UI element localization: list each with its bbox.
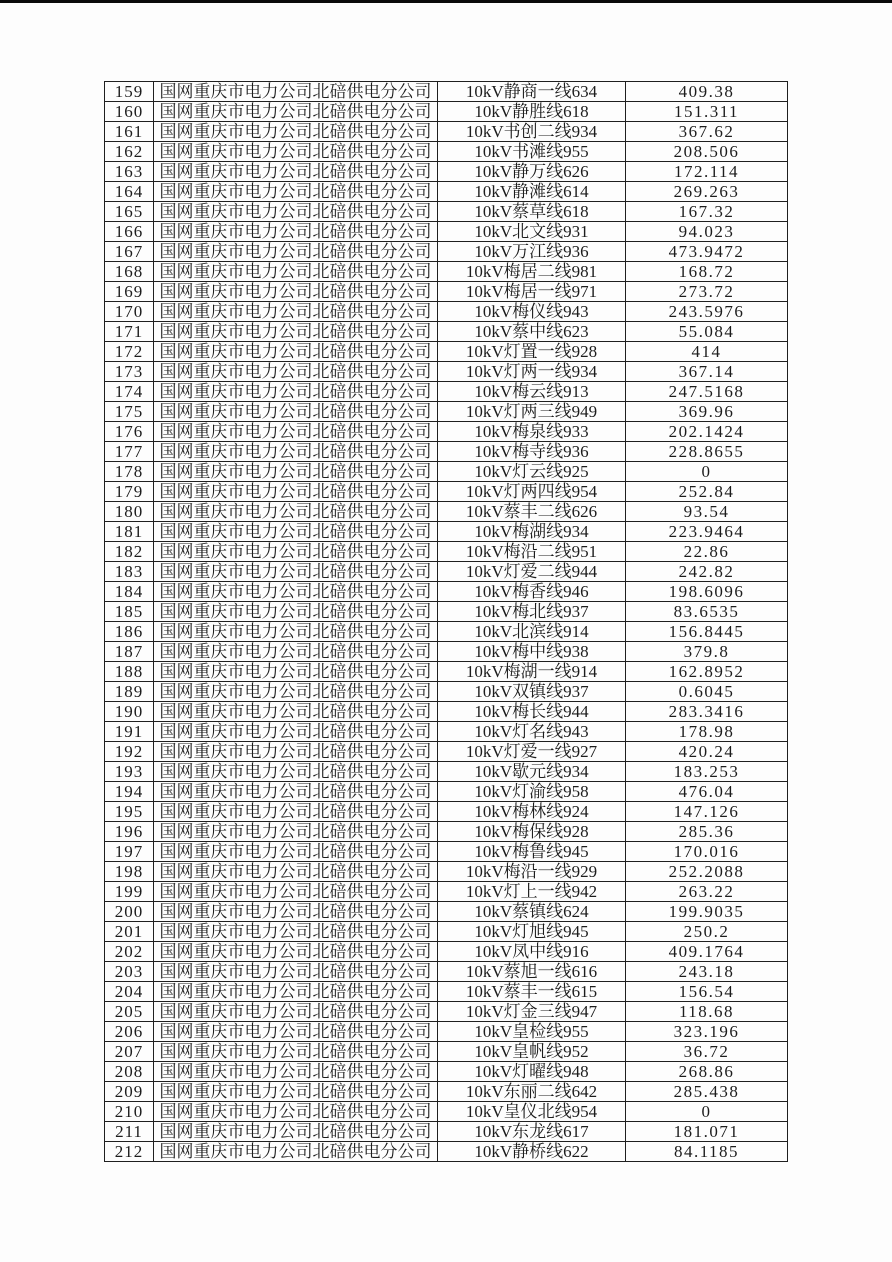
value-cell: 147.126 — [626, 802, 788, 822]
line-name-cell: 10kV梅北线937 — [438, 602, 626, 622]
line-name-cell: 10kV灯金三线947 — [438, 1002, 626, 1022]
line-name-cell: 10kV梅鲁线945 — [438, 842, 626, 862]
table-row — [105, 222, 788, 242]
company-cell: 国网重庆市电力公司北碚供电分公司 — [154, 402, 438, 422]
company-cell: 国网重庆市电力公司北碚供电分公司 — [154, 902, 438, 922]
value-cell: 162.8952 — [626, 662, 788, 682]
table-row — [105, 562, 788, 582]
table-row — [105, 962, 788, 982]
row-number-cell: 206 — [105, 1022, 154, 1042]
row-number-cell: 197 — [105, 842, 154, 862]
table-row — [105, 842, 788, 862]
row-number-cell: 190 — [105, 702, 154, 722]
line-name-cell: 10kV东丽二线642 — [438, 1082, 626, 1102]
line-name-cell: 10kV万江线936 — [438, 242, 626, 262]
table-row — [105, 362, 788, 382]
line-name-cell: 10kV梅居一线971 — [438, 282, 626, 302]
value-cell: 0.6045 — [626, 682, 788, 702]
value-cell: 151.311 — [626, 102, 788, 122]
row-number-cell: 160 — [105, 102, 154, 122]
company-cell: 国网重庆市电力公司北碚供电分公司 — [154, 622, 438, 642]
company-cell: 国网重庆市电力公司北碚供电分公司 — [154, 222, 438, 242]
line-name-cell: 10kV灯旭线945 — [438, 922, 626, 942]
row-number-cell: 172 — [105, 342, 154, 362]
table-row — [105, 1002, 788, 1022]
row-number-cell: 169 — [105, 282, 154, 302]
table-row — [105, 142, 788, 162]
company-cell: 国网重庆市电力公司北碚供电分公司 — [154, 602, 438, 622]
table-row — [105, 1102, 788, 1122]
line-name-cell: 10kV梅仪线943 — [438, 302, 626, 322]
row-number-cell: 192 — [105, 742, 154, 762]
value-cell: 208.506 — [626, 142, 788, 162]
line-name-cell: 10kV皇帆线952 — [438, 1042, 626, 1062]
value-cell: 420.24 — [626, 742, 788, 762]
line-name-cell: 10kV北滨线914 — [438, 622, 626, 642]
value-cell: 0 — [626, 1102, 788, 1122]
row-number-cell: 175 — [105, 402, 154, 422]
table-row — [105, 162, 788, 182]
table-row — [105, 542, 788, 562]
line-name-cell: 10kV蔡镇线624 — [438, 902, 626, 922]
company-cell: 国网重庆市电力公司北碚供电分公司 — [154, 922, 438, 942]
table-row — [105, 302, 788, 322]
line-name-cell: 10kV灯两三线949 — [438, 402, 626, 422]
row-number-cell: 204 — [105, 982, 154, 1002]
row-number-cell: 200 — [105, 902, 154, 922]
value-cell: 409.38 — [626, 82, 788, 102]
line-name-cell: 10kV静胜线618 — [438, 102, 626, 122]
line-name-cell: 10kV梅沿二线951 — [438, 542, 626, 562]
table-body — [105, 82, 788, 1162]
company-cell: 国网重庆市电力公司北碚供电分公司 — [154, 582, 438, 602]
row-number-cell: 170 — [105, 302, 154, 322]
company-cell: 国网重庆市电力公司北碚供电分公司 — [154, 342, 438, 362]
line-name-cell: 10kV灯爱二线944 — [438, 562, 626, 582]
line-name-cell: 10kV蔡草线618 — [438, 202, 626, 222]
line-name-cell: 10kV灯两四线954 — [438, 482, 626, 502]
line-name-cell: 10kV静滩线614 — [438, 182, 626, 202]
value-cell: 250.2 — [626, 922, 788, 942]
table-row — [105, 482, 788, 502]
table-row — [105, 502, 788, 522]
row-number-cell: 184 — [105, 582, 154, 602]
row-number-cell: 195 — [105, 802, 154, 822]
company-cell: 国网重庆市电力公司北碚供电分公司 — [154, 422, 438, 442]
table-row — [105, 1082, 788, 1102]
value-cell: 170.016 — [626, 842, 788, 862]
line-name-cell: 10kV蔡丰二线626 — [438, 502, 626, 522]
company-cell: 国网重庆市电力公司北碚供电分公司 — [154, 1062, 438, 1082]
value-cell: 367.62 — [626, 122, 788, 142]
table-row — [105, 1022, 788, 1042]
company-cell: 国网重庆市电力公司北碚供电分公司 — [154, 702, 438, 722]
row-number-cell: 174 — [105, 382, 154, 402]
row-number-cell: 196 — [105, 822, 154, 842]
table-row — [105, 722, 788, 742]
line-name-cell: 10kV蔡中线623 — [438, 322, 626, 342]
row-number-cell: 161 — [105, 122, 154, 142]
line-name-cell: 10kV梅中线938 — [438, 642, 626, 662]
line-name-cell: 10kV皇仪北线954 — [438, 1102, 626, 1122]
value-cell: 247.5168 — [626, 382, 788, 402]
value-cell: 283.3416 — [626, 702, 788, 722]
table-row — [105, 882, 788, 902]
line-name-cell: 10kV双镇线937 — [438, 682, 626, 702]
company-cell: 国网重庆市电力公司北碚供电分公司 — [154, 462, 438, 482]
value-cell: 252.2088 — [626, 862, 788, 882]
row-number-cell: 198 — [105, 862, 154, 882]
row-number-cell: 177 — [105, 442, 154, 462]
table-row — [105, 782, 788, 802]
company-cell: 国网重庆市电力公司北碚供电分公司 — [154, 862, 438, 882]
line-name-cell: 10kV静万线626 — [438, 162, 626, 182]
line-name-cell: 10kV灯爱一线927 — [438, 742, 626, 762]
company-cell: 国网重庆市电力公司北碚供电分公司 — [154, 122, 438, 142]
company-cell: 国网重庆市电力公司北碚供电分公司 — [154, 502, 438, 522]
line-name-cell: 10kV梅沿一线929 — [438, 862, 626, 882]
line-name-cell: 10kV梅保线928 — [438, 822, 626, 842]
company-cell: 国网重庆市电力公司北碚供电分公司 — [154, 782, 438, 802]
table-row — [105, 322, 788, 342]
table-row — [105, 1142, 788, 1162]
value-cell: 84.1185 — [626, 1142, 788, 1162]
row-number-cell: 187 — [105, 642, 154, 662]
value-cell: 268.86 — [626, 1062, 788, 1082]
row-number-cell: 208 — [105, 1062, 154, 1082]
table-row — [105, 462, 788, 482]
row-number-cell: 183 — [105, 562, 154, 582]
table-row — [105, 122, 788, 142]
table-row — [105, 582, 788, 602]
value-cell: 273.72 — [626, 282, 788, 302]
table-container — [104, 81, 787, 1162]
line-name-cell: 10kV梅泉线933 — [438, 422, 626, 442]
company-cell: 国网重庆市电力公司北碚供电分公司 — [154, 882, 438, 902]
line-name-cell: 10kV梅长线944 — [438, 702, 626, 722]
company-cell: 国网重庆市电力公司北碚供电分公司 — [154, 802, 438, 822]
value-cell: 369.96 — [626, 402, 788, 422]
value-cell: 0 — [626, 462, 788, 482]
table-row — [105, 802, 788, 822]
line-name-cell: 10kV书创二线934 — [438, 122, 626, 142]
table-row — [105, 182, 788, 202]
value-cell: 183.253 — [626, 762, 788, 782]
line-name-cell: 10kV灯名线943 — [438, 722, 626, 742]
row-number-cell: 207 — [105, 1042, 154, 1062]
table-row — [105, 382, 788, 402]
value-cell: 198.6096 — [626, 582, 788, 602]
row-number-cell: 163 — [105, 162, 154, 182]
row-number-cell: 209 — [105, 1082, 154, 1102]
value-cell: 243.18 — [626, 962, 788, 982]
value-cell: 323.196 — [626, 1022, 788, 1042]
line-name-cell: 10kV蔡旭一线616 — [438, 962, 626, 982]
company-cell: 国网重庆市电力公司北碚供电分公司 — [154, 642, 438, 662]
row-number-cell: 212 — [105, 1142, 154, 1162]
value-cell: 83.6535 — [626, 602, 788, 622]
value-cell: 228.8655 — [626, 442, 788, 462]
company-cell: 国网重庆市电力公司北碚供电分公司 — [154, 822, 438, 842]
company-cell: 国网重庆市电力公司北碚供电分公司 — [154, 1122, 438, 1142]
row-number-cell: 159 — [105, 82, 154, 102]
row-number-cell: 189 — [105, 682, 154, 702]
company-cell: 国网重庆市电力公司北碚供电分公司 — [154, 182, 438, 202]
table-row — [105, 682, 788, 702]
table-row — [105, 102, 788, 122]
value-cell: 379.8 — [626, 642, 788, 662]
line-name-cell: 10kV静桥线622 — [438, 1142, 626, 1162]
table-row — [105, 402, 788, 422]
value-cell: 168.72 — [626, 262, 788, 282]
company-cell: 国网重庆市电力公司北碚供电分公司 — [154, 302, 438, 322]
company-cell: 国网重庆市电力公司北碚供电分公司 — [154, 962, 438, 982]
company-cell: 国网重庆市电力公司北碚供电分公司 — [154, 722, 438, 742]
row-number-cell: 176 — [105, 422, 154, 442]
line-name-cell: 10kV灯曜线948 — [438, 1062, 626, 1082]
company-cell: 国网重庆市电力公司北碚供电分公司 — [154, 942, 438, 962]
row-number-cell: 178 — [105, 462, 154, 482]
table-row — [105, 202, 788, 222]
value-cell: 285.36 — [626, 822, 788, 842]
line-name-cell: 10kV灯上一线942 — [438, 882, 626, 902]
company-cell: 国网重庆市电力公司北碚供电分公司 — [154, 682, 438, 702]
value-cell: 223.9464 — [626, 522, 788, 542]
table-row — [105, 602, 788, 622]
value-cell: 414 — [626, 342, 788, 362]
company-cell: 国网重庆市电力公司北碚供电分公司 — [154, 322, 438, 342]
company-cell: 国网重庆市电力公司北碚供电分公司 — [154, 202, 438, 222]
value-cell: 94.023 — [626, 222, 788, 242]
value-cell: 243.5976 — [626, 302, 788, 322]
table-row — [105, 262, 788, 282]
table-row — [105, 742, 788, 762]
company-cell: 国网重庆市电力公司北碚供电分公司 — [154, 542, 438, 562]
line-name-cell: 10kV东龙线617 — [438, 1122, 626, 1142]
company-cell: 国网重庆市电力公司北碚供电分公司 — [154, 482, 438, 502]
power-line-table — [104, 81, 788, 1162]
value-cell: 172.114 — [626, 162, 788, 182]
row-number-cell: 171 — [105, 322, 154, 342]
line-name-cell: 10kV梅香线946 — [438, 582, 626, 602]
row-number-cell: 193 — [105, 762, 154, 782]
row-number-cell: 194 — [105, 782, 154, 802]
company-cell: 国网重庆市电力公司北碚供电分公司 — [154, 82, 438, 102]
value-cell: 199.9035 — [626, 902, 788, 922]
line-name-cell: 10kV灯渝线958 — [438, 782, 626, 802]
company-cell: 国网重庆市电力公司北碚供电分公司 — [154, 1102, 438, 1122]
line-name-cell: 10kV梅湖线934 — [438, 522, 626, 542]
row-number-cell: 180 — [105, 502, 154, 522]
row-number-cell: 179 — [105, 482, 154, 502]
table-row — [105, 82, 788, 102]
row-number-cell: 186 — [105, 622, 154, 642]
value-cell: 181.071 — [626, 1122, 788, 1142]
table-row — [105, 1122, 788, 1142]
row-number-cell: 210 — [105, 1102, 154, 1122]
table-row — [105, 622, 788, 642]
company-cell: 国网重庆市电力公司北碚供电分公司 — [154, 842, 438, 862]
line-name-cell: 10kV梅云线913 — [438, 382, 626, 402]
company-cell: 国网重庆市电力公司北碚供电分公司 — [154, 262, 438, 282]
line-name-cell: 10kV歇元线934 — [438, 762, 626, 782]
company-cell: 国网重庆市电力公司北碚供电分公司 — [154, 1022, 438, 1042]
table-row — [105, 282, 788, 302]
table-row — [105, 422, 788, 442]
value-cell: 242.82 — [626, 562, 788, 582]
row-number-cell: 199 — [105, 882, 154, 902]
value-cell: 36.72 — [626, 1042, 788, 1062]
value-cell: 156.54 — [626, 982, 788, 1002]
value-cell: 118.68 — [626, 1002, 788, 1022]
value-cell: 473.9472 — [626, 242, 788, 262]
table-row — [105, 982, 788, 1002]
company-cell: 国网重庆市电力公司北碚供电分公司 — [154, 662, 438, 682]
company-cell: 国网重庆市电力公司北碚供电分公司 — [154, 762, 438, 782]
row-number-cell: 181 — [105, 522, 154, 542]
scan-edge-bar — [0, 0, 892, 3]
company-cell: 国网重庆市电力公司北碚供电分公司 — [154, 442, 438, 462]
row-number-cell: 165 — [105, 202, 154, 222]
company-cell: 国网重庆市电力公司北碚供电分公司 — [154, 142, 438, 162]
table-row — [105, 642, 788, 662]
table-row — [105, 822, 788, 842]
line-name-cell: 10kV梅居二线981 — [438, 262, 626, 282]
line-name-cell: 10kV书滩线955 — [438, 142, 626, 162]
value-cell: 22.86 — [626, 542, 788, 562]
line-name-cell: 10kV灯置一线928 — [438, 342, 626, 362]
company-cell: 国网重庆市电力公司北碚供电分公司 — [154, 242, 438, 262]
line-name-cell: 10kV静商一线634 — [438, 82, 626, 102]
line-name-cell: 10kV灯两一线934 — [438, 362, 626, 382]
value-cell: 178.98 — [626, 722, 788, 742]
table-row — [105, 242, 788, 262]
row-number-cell: 211 — [105, 1122, 154, 1142]
table-row — [105, 762, 788, 782]
row-number-cell: 201 — [105, 922, 154, 942]
company-cell: 国网重庆市电力公司北碚供电分公司 — [154, 1042, 438, 1062]
company-cell: 国网重庆市电力公司北碚供电分公司 — [154, 102, 438, 122]
value-cell: 252.84 — [626, 482, 788, 502]
table-row — [105, 1042, 788, 1062]
table-row — [105, 922, 788, 942]
table-row — [105, 522, 788, 542]
company-cell: 国网重庆市电力公司北碚供电分公司 — [154, 1002, 438, 1022]
row-number-cell: 173 — [105, 362, 154, 382]
value-cell: 156.8445 — [626, 622, 788, 642]
company-cell: 国网重庆市电力公司北碚供电分公司 — [154, 282, 438, 302]
row-number-cell: 182 — [105, 542, 154, 562]
value-cell: 476.04 — [626, 782, 788, 802]
row-number-cell: 164 — [105, 182, 154, 202]
row-number-cell: 185 — [105, 602, 154, 622]
line-name-cell: 10kV凤中线916 — [438, 942, 626, 962]
table-row — [105, 862, 788, 882]
table-row — [105, 442, 788, 462]
company-cell: 国网重庆市电力公司北碚供电分公司 — [154, 382, 438, 402]
table-row — [105, 902, 788, 922]
table-row — [105, 662, 788, 682]
value-cell: 202.1424 — [626, 422, 788, 442]
table-row — [105, 942, 788, 962]
table-row — [105, 702, 788, 722]
value-cell: 93.54 — [626, 502, 788, 522]
row-number-cell: 202 — [105, 942, 154, 962]
row-number-cell: 205 — [105, 1002, 154, 1022]
company-cell: 国网重庆市电力公司北碚供电分公司 — [154, 362, 438, 382]
company-cell: 国网重庆市电力公司北碚供电分公司 — [154, 1082, 438, 1102]
line-name-cell: 10kV梅寺线936 — [438, 442, 626, 462]
line-name-cell: 10kV梅湖一线914 — [438, 662, 626, 682]
value-cell: 55.084 — [626, 322, 788, 342]
company-cell: 国网重庆市电力公司北碚供电分公司 — [154, 982, 438, 1002]
row-number-cell: 168 — [105, 262, 154, 282]
line-name-cell: 10kV灯云线925 — [438, 462, 626, 482]
row-number-cell: 166 — [105, 222, 154, 242]
line-name-cell: 10kV皇检线955 — [438, 1022, 626, 1042]
value-cell: 409.1764 — [626, 942, 788, 962]
row-number-cell: 167 — [105, 242, 154, 262]
company-cell: 国网重庆市电力公司北碚供电分公司 — [154, 562, 438, 582]
company-cell: 国网重庆市电力公司北碚供电分公司 — [154, 522, 438, 542]
row-number-cell: 188 — [105, 662, 154, 682]
company-cell: 国网重庆市电力公司北碚供电分公司 — [154, 1142, 438, 1162]
row-number-cell: 191 — [105, 722, 154, 742]
company-cell: 国网重庆市电力公司北碚供电分公司 — [154, 742, 438, 762]
row-number-cell: 203 — [105, 962, 154, 982]
company-cell: 国网重庆市电力公司北碚供电分公司 — [154, 162, 438, 182]
row-number-cell: 162 — [105, 142, 154, 162]
value-cell: 263.22 — [626, 882, 788, 902]
table-row — [105, 342, 788, 362]
value-cell: 285.438 — [626, 1082, 788, 1102]
value-cell: 167.32 — [626, 202, 788, 222]
value-cell: 269.263 — [626, 182, 788, 202]
line-name-cell: 10kV北文线931 — [438, 222, 626, 242]
value-cell: 367.14 — [626, 362, 788, 382]
line-name-cell: 10kV蔡丰一线615 — [438, 982, 626, 1002]
table-row — [105, 1062, 788, 1082]
line-name-cell: 10kV梅林线924 — [438, 802, 626, 822]
